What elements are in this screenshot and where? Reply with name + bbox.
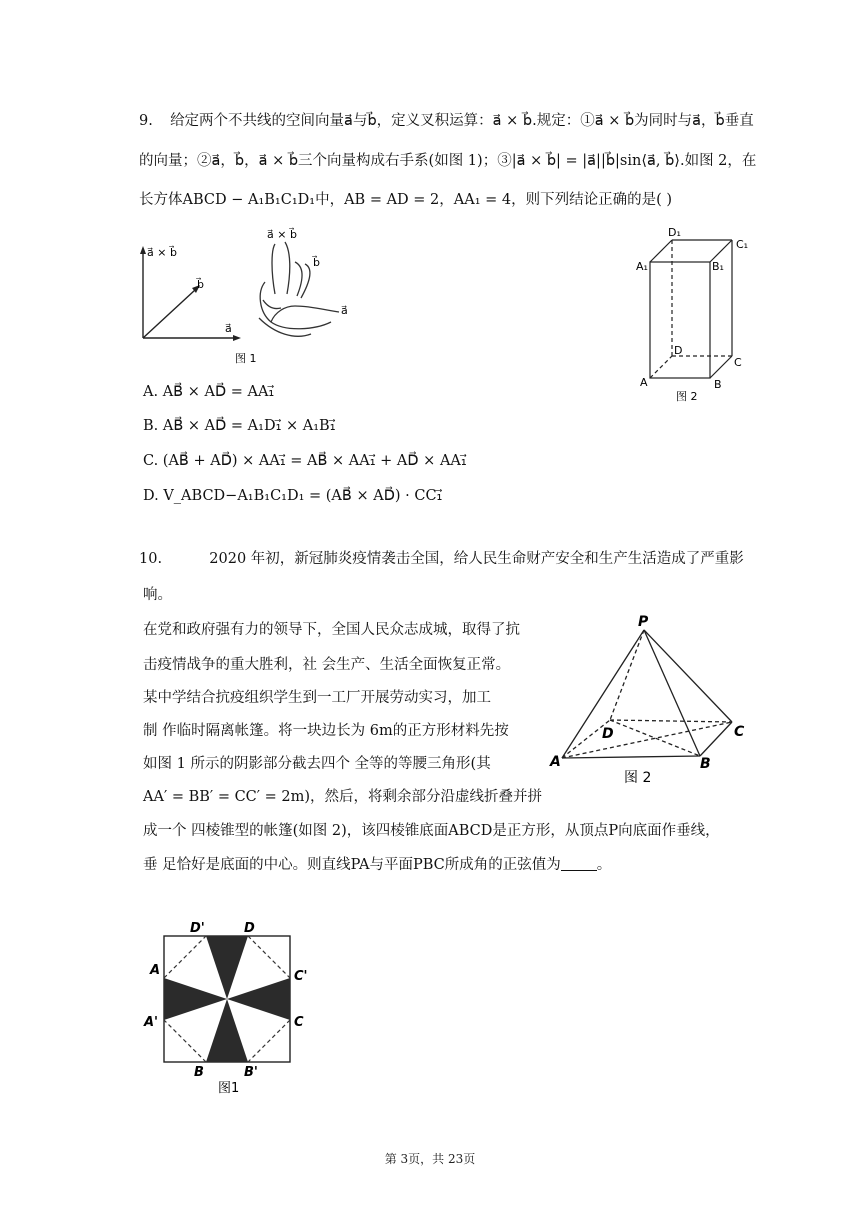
- q9-fig2-caption: 图 2: [676, 390, 698, 402]
- cuboid-label-a: A: [640, 376, 648, 389]
- q9-option-d: D. V_ABCD−A₁B₁C₁D₁ = (AB⃗ × AD⃗) · CC₁⃗: [143, 488, 443, 504]
- q9-number: 9.: [139, 113, 153, 129]
- hand-label-axb: a⃗ × b⃗: [267, 228, 297, 241]
- square-label-b: B: [194, 1065, 204, 1080]
- q9-text-2: 的向量；②a⃗，b⃗，a⃗ × b⃗三个向量构成右手系(如图 1)；③|a⃗ × b⃗| = |a⃗||b⃗|sin⟨a⃗, b⃗⟩.如图 2，在: [139, 153, 757, 169]
- q10-line-9: 成一个 四棱锥型的帐篷(如图 2)，该四棱锥底面ABCD是正方形，从顶点P向底面作垂线，: [143, 823, 720, 839]
- square-label-bprime: B': [244, 1065, 258, 1080]
- cuboid-label-b: B: [714, 378, 722, 391]
- cuboid-label-b1: B₁: [712, 260, 724, 273]
- q10-line-3: 在党和政府强有力的领导下，全国人民众志成城，取得了抗: [143, 622, 520, 638]
- cuboid-label-c: C: [734, 356, 742, 369]
- q9-fig1-caption: 图 1: [235, 352, 257, 365]
- q9-option-b: B. AB⃗ × AD⃗ = A₁D₁⃗ × A₁B₁⃗: [143, 418, 336, 434]
- fig1-label-axb: a⃗ × b⃗: [147, 246, 177, 259]
- q10-line-5: 某中学结合抗疫组织学生到一工厂开展劳动实习，加工: [143, 690, 491, 706]
- pyramid-label-c: C: [734, 724, 745, 740]
- q9-option-a: A. AB⃗ × AD⃗ = AA₁⃗: [143, 384, 275, 400]
- cuboid-label-d: D: [674, 344, 683, 357]
- q10-number: 10.: [139, 551, 163, 567]
- hand-label-a: a⃗: [341, 304, 348, 317]
- pyramid-label-d: D: [602, 726, 614, 742]
- fig1-label-b: b⃗: [197, 278, 204, 291]
- q10-line-1: [139, 549, 744, 569]
- square-label-c: C: [294, 1015, 304, 1030]
- q9-line-1: [139, 111, 754, 131]
- fig1-label-a: a⃗: [225, 322, 232, 335]
- q10-line-2: 响。: [143, 587, 172, 603]
- q9-figure-1: [135, 222, 365, 370]
- q10-text-1: 2020 年初，新冠肺炎疫情袭击全国，给人民生命财产安全和生产生活造成了严重影: [209, 551, 744, 567]
- q9-text-1: 给定两个不共线的空间向量a⃗与b⃗，定义叉积运算：a⃗ × b⃗.规定：①a⃗ × b⃗为同时与a⃗，b⃗垂直: [170, 113, 754, 129]
- square-label-d: D: [244, 921, 255, 936]
- pyramid-label-p: P: [638, 614, 649, 630]
- q9-line-3: [139, 190, 672, 210]
- q9-option-c: C. (AB⃗ + AD⃗) × AA₁⃗ = AB⃗ × AA₁⃗ + AD⃗ × AA₁⃗: [143, 453, 467, 469]
- square-label-aprime: A': [144, 1015, 159, 1030]
- cuboid-label-a1: A₁: [636, 260, 648, 273]
- q10-line-6: 制 作临时隔离帐篷。将一块边长为 6m的正方形材料先按: [143, 723, 509, 739]
- pyramid-label-b: B: [700, 756, 711, 772]
- q10-fig1-caption: 图1: [218, 1081, 240, 1094]
- answer-blank: [561, 856, 597, 871]
- page-footer: 第 3页，共 23页: [384, 1152, 476, 1166]
- hand-label-b: b⃗: [313, 256, 320, 269]
- cuboid-label-d1: D₁: [668, 226, 681, 239]
- q10-line-7: 如图 1 所示的阴影部分截去四个 全等的等腰三角形(其: [143, 756, 491, 772]
- q9-text-3: 长方体ABCD − A₁B₁C₁D₁中，AB = AD = 2，AA₁ = 4，则下列结论正确的是( ): [139, 192, 673, 208]
- q9-figure-2-cuboid: [632, 222, 762, 402]
- q10-figure-1-square: [140, 918, 330, 1094]
- q10-line-8: AA′ = BB′ = CC′ = 2m)，然后，将剩余部分沿虚线折叠并拼: [143, 789, 543, 805]
- square-label-cprime: C': [294, 969, 308, 984]
- cuboid-label-c1: C₁: [736, 238, 749, 251]
- q10-fig2-caption: 图 2: [624, 770, 652, 786]
- q10-line-10: 垂 足恰好是底面的中心。则直线PA与平面PBC所成角的正弦值为 。: [143, 857, 612, 873]
- square-label-a: A: [150, 963, 161, 978]
- square-label-dprime: D': [190, 921, 205, 936]
- q10-figure-2-pyramid: [548, 612, 758, 792]
- q9-line-2: [139, 151, 756, 171]
- right-hand-icon: [259, 242, 339, 336]
- pyramid-label-a: A: [550, 754, 561, 770]
- q10-line-4: 击疫情战争的重大胜利，社 会生产、生活全面恢复正常。: [143, 657, 511, 673]
